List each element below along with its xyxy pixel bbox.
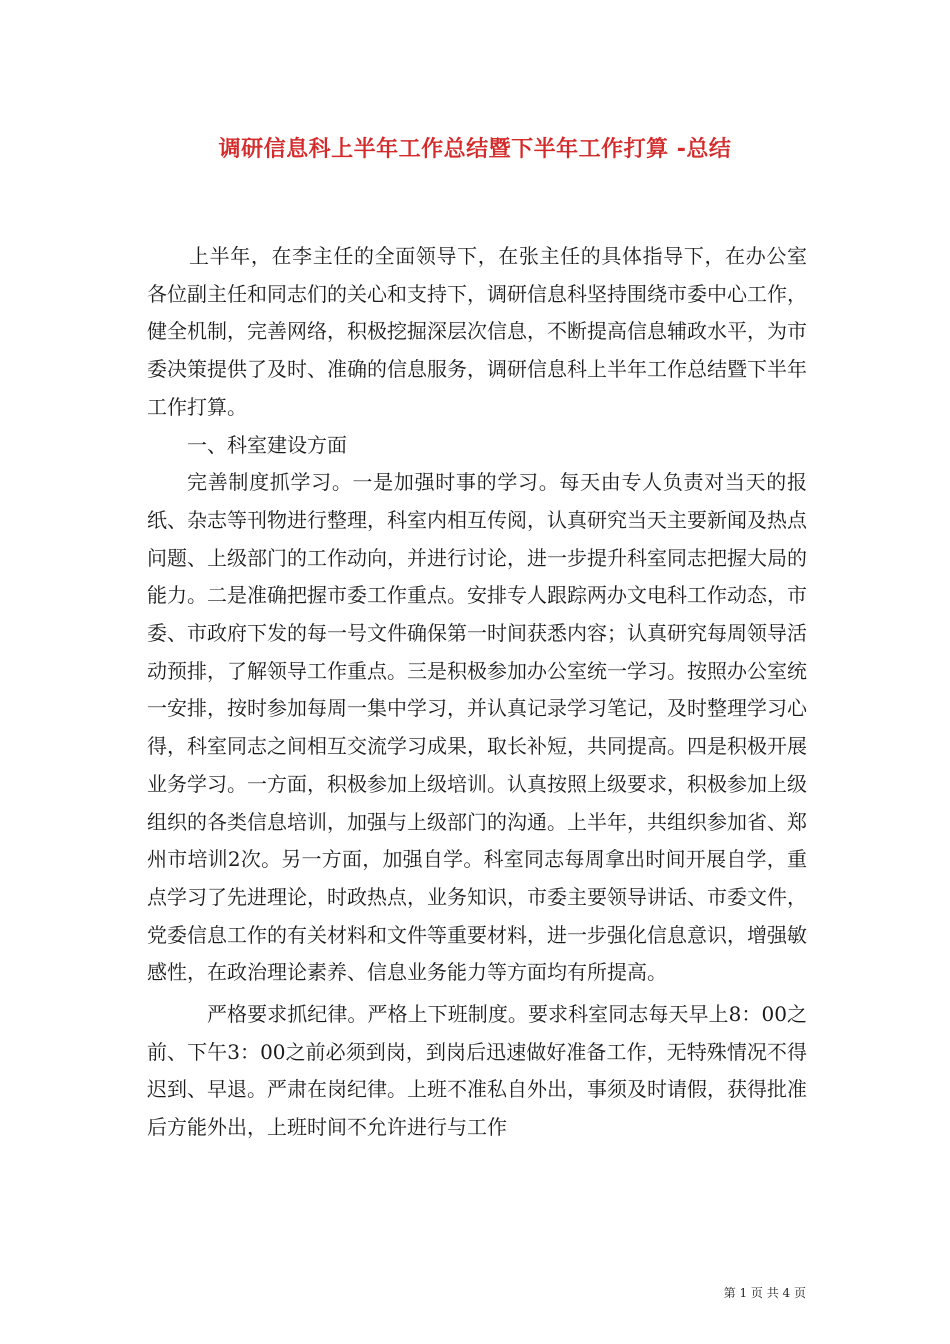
paragraph-study: 完善制度抓学习。一是加强时事的学习。每天由专人负责对当天的报纸、杂志等刊物进行整理，科室内相互传阅，认真研究当天主要新闻及热点问题、上级部门的工作动向，并进行讨论，进一步提升科室同志把握大局的能力。二是准确把握市委工作重点。安排专人跟踪两办文电科工作动态，市委、市政府下发的每一号文件确保第一时间获悉内容；认真研究每周领导活动预排，了解领导工作重点。三是积极参加办公室统一学习。按照办公室统一安排，按时参加每周一集中学习，并认真记录学习笔记，及时整理学习心得，科室同志之间相互交流学习成果，取长补短，共同提高。四是积极开展业务学习。一方面，积极参加上级培训。认真按照上级要求，积极参加上级组织的各类信息培训，加强与上级部门的沟通。上半年，共组织参加省、郑州市培训2次。另一方面，加强自学。科室同志每周拿出时间开展自学，重点学习了先进理论，时政热点，业务知识，市委主要领导讲话、市委文件，党委信息工作的有关材料和文件等重要材料，进一步强化信息意识，增强敏感性，在政治理论素养、信息业务能力等方面均有所提高。 xyxy=(147,470,807,985)
paragraph-intro: 上半年，在李主任的全面领导下，在张主任的具体指导下，在办公室各位副主任和同志们的关心和支持下，调研信息科坚持围绕市委中心工作，健全机制，完善网络，积极挖掘深层次信息，不断提高信息辅政水平，为市委决策提供了及时、准确的信息服务，调研信息科上半年工作总结暨下半年工作打算。 xyxy=(147,244,807,419)
document-body xyxy=(147,238,807,1147)
section-heading: 一、科室建设方面 xyxy=(187,432,347,457)
paragraph-discipline: 严格要求抓纪律。严格上下班制度。要求科室同志每天早上8：00之前、下午3：00之前必须到岗，到岗后迅速做好准备工作，无特殊情况不得迟到、早退。严肃在岗纪律。上班不准私自外出，事须及时请假，获得批准后方能外出，上班时间不允许进行与工作 xyxy=(147,1002,807,1140)
document-title: 调研信息科上半年工作总结暨下半年工作打算 -总结 xyxy=(218,137,732,162)
page-indicator: 第 1 页 共 4 页 xyxy=(723,1286,806,1300)
